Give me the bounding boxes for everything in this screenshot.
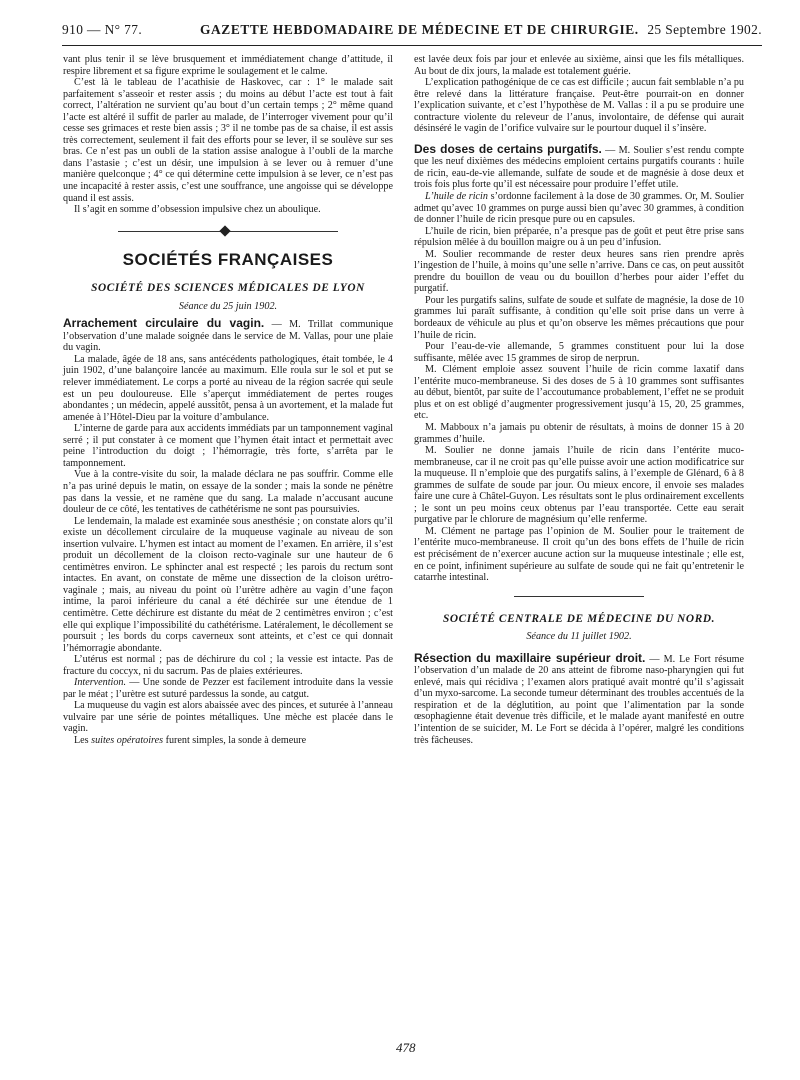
header-date: 25 Septembre 1902.	[647, 22, 762, 37]
italic-label: Intervention.	[74, 677, 127, 689]
paragraph: M. Mabboux n’a jamais pu obtenir de résultats, à moins de donner 15 à 20 grammes d’huile.	[414, 421, 744, 445]
ornamental-divider	[63, 222, 393, 242]
paragraph: M. Clément ne partage pas l’opinion de M. Soulier pour le traitement de l’entérite muco-membraneuse. Il croit qu’un des bons effets de l’huile de ricin est précisément de n’exercer aucune action sur la muqueuse intestinale ; elle est, en ce point, infiniment supérieure au sulfate de soude qui ne fait qu’entretenir le catarrhe intestinal.	[414, 525, 744, 584]
paragraph	[63, 735, 393, 747]
section-title: SOCIÉTÉS FRANÇAISES	[122, 249, 334, 269]
article-paragraph	[414, 141, 745, 191]
paragraph: Le lendemain, la malade est examinée sous anesthésie ; on constate alors qu’il existe un décollement circulaire de la muqueuse vaginale au niveau de son insertion vulvaire. L’hymen est intact au moment de l’examen. En arrière, il s’est produit un décollement de la cloison recto-vaginale sur une hauteur de 6 centimètres environ. Le sphincter anal est respecté ; les parois du rectum sont intactes. En avant, on constate de même une dissection de la cloison urétro-vaginale ; mais, au niveau du point où l’urètre adhère au vagin d’une façon intime, la paroi inférieure du canal a été déchirée sur une étendue de 1 centimètre. Cette déchirure est distante du méat de 2 centimètres environ ; c’est elle qui explique l’impossibilité du cathétérisme. Latéralement, le décollement se poursuit ; les bords du corps caverneux sont atteints, et c’est ce qui donnait l’hémorragie abondante.	[63, 515, 393, 654]
article-title: Des doses de certains purgatifs.	[414, 141, 602, 156]
italic-label: suites opératoires	[91, 734, 164, 746]
paragraph-text: s’ordonne facilement à la dose de 30 grammes. Or, M. Soulier admet qu’avec 10 grammes on purge aussi bien qu’avec 30 grammes, à condition de donner l’huile de ricin presque pure ou en capsules.	[414, 191, 744, 226]
paragraph: M. Soulier ne donne jamais l’huile de ricin dans l’entérite muco-membraneuse, car il ne croit pas qu’elle puisse avoir une action modificatrice sur la muqueuse. Il n’emploie que des purgatifs salins, à l’exemple de Glénard, 6 à 8 grammes de sulfate de soude par jour. Ou mieux encore, il envoie ses malades faire une cure à Châtel-Guyon. Les résultats sont le plus ordinairement excellents ; le sont un peu moins ceux obtenus par l’eau transportée. Cette eau serait purgative par le chlorure de magnésium qu’elle renferme.	[414, 445, 744, 526]
article-paragraph	[63, 318, 393, 354]
page-number: 478	[396, 1040, 416, 1055]
paragraph: M. Clément emploie assez souvent l’huile de ricin comme laxatif dans l’entérite muco-membraneuse. Si des doses de 5 à 10 grammes sont suffisantes au début, bientôt, par suite de l’accoutumance probablement, l’effet ne se produit plus et on est obligé d’augmenter progressivement jusqu’à 15, 20, 25 grammes, etc.	[414, 364, 744, 422]
article-paragraph	[414, 650, 744, 746]
paragraph: L’explication pathogénique de ce cas est difficile ; aucun fait semblable n’a pu être relevé dans la littérature française. Peut-être pourrait-on en donner l’explication suivante, et c’est l’hypothèse de M. Vallas : il a pu se produire une contracture violente du releveur de l’anus, involontaire, de défense qui aurait désinséré le vagin de l’orifice vulvaire sur le pourtour duquel il s’insère.	[414, 77, 744, 135]
header-rule	[62, 45, 762, 46]
page-header	[62, 18, 762, 40]
paragraph-text: — Une sonde de Pezzer est facilement introduite dans la vessie par le méat ; l’urètre est suturé pardessus la sonde, au catgut.	[63, 677, 393, 700]
paragraph: L’utérus est normal ; pas de déchirure du col ; la vessie est intacte. Pas de fracture du coccyx, ni du sacrum. Pas de plaies extérieures.	[63, 654, 393, 677]
diamond-ornament-icon	[219, 225, 230, 236]
paragraph-text: Les	[74, 734, 92, 746]
header-issue: 910 — N° 77.	[62, 22, 143, 37]
article-title: Arrachement circulaire du vagin.	[63, 316, 265, 331]
paragraph: Pour les purgatifs salins, sulfate de soude et sulfate de magnésie, la dose de 10 grammes lui paraît suffisante, à condition qu’elle soit prise dans un verre à bordeaux de véhicule au plus et qu’on observe les mêmes précautions que pour l’huile de ricin.	[414, 294, 744, 341]
paragraph: Il s’agit en somme d’obsession impulsive chez un aboulique.	[74, 204, 321, 216]
paragraph: M. Soulier recommande de rester deux heures sans rien prendre après l’ingestion de l’huile, à moins qu’une selle n’arrive. Dans ce cas, on peut aussitôt prendre du bouillon de veau ou du bouillon d’herbes pour aider l’effet du purgatif.	[414, 248, 744, 295]
paragraph: La muqueuse du vagin est alors abaissée avec des pinces, et suturée à l’anneau vulvaire par une série de pointes métalliques. Une mèche est placée dans le vagin.	[63, 700, 393, 735]
article-title: Résection du maxillaire supérieur droit.	[414, 650, 646, 665]
paragraph: L’huile de ricin, bien préparée, n’a presque pas de goût et peut être prise sans répulsion mêlée à du bouillon maigre ou à un peu d’infusion.	[414, 225, 744, 249]
article-intro: — M. Le Fort résume l’observation d’un malade de 20 ans atteint de fibrome naso-pharyngien qui fut enlevé, mais qui récidiva ; l’examen alors pratiqué avait montré qu’il s’agissait d’un myxo-sarcome. La seconde tumeur déterminant des troubles accentués de la respiration et de la déglutition, au point que l’alimentation par la sonde œsophagienne était devenue très difficile, et le malade ayant manifesté en outre l’intention de se suicider, M. Le Fort se décida à l’opérer, malgré les conditions très fâcheuses.	[414, 653, 744, 746]
header-journal-title: GAZETTE HEBDOMADAIRE DE MÉDECINE ET DE CHIRURGIE.	[200, 22, 639, 37]
paragraph: Pour l’eau-de-vie allemande, 5 grammes constituent pour lui la dose suffisante, mêlée avec 15 grammes de sirop de nerprun.	[414, 341, 744, 364]
paragraph-text: furent simples, la sonde à demeure	[163, 734, 307, 746]
paragraph	[414, 191, 744, 226]
section-divider	[514, 596, 644, 598]
italic-label: L’huile de ricin	[425, 191, 488, 203]
paragraph: La malade, âgée de 18 ans, sans antécédents pathologiques, était tombée, le 4 juin 1902, d’une balançoire lancée au maximum. Elle roula sur le sol et put se relever immédiatement. Le corps a porté au niveau de la région sacrée qui seule est un peu douloureuse. Elle s’aperçut immédiatement de pertes rouges abondantes ; un médecin, appelé aussitôt, pensa à un avortement, et la malade fut amenée à l’Hôtel-Dieu par la voiture d’ambulance.	[63, 353, 393, 423]
session-date: Séance du 11 juillet 1902.	[526, 631, 632, 643]
society-heading: SOCIÉTÉ CENTRALE DE MÉDECINE DU NORD.	[442, 612, 716, 625]
session-date: Séance du 25 juin 1902.	[178, 300, 278, 312]
paragraph: C’est là le tableau de l’acathisie de Haskovec, car : 1° le malade sait parfaitement s’asseoir et rester assis ; du moins au début l’acte est tout à fait correct, l’altération ne survient qu’au bout d’un certain temps ; 2° même quand l’acte est altéré il suffit de parler au malade, de l’interroger vivement pour qu’il cesse ses grimaces et reste bien assis ; 3° il ne tombe pas de sa chaise, il est assis très correctement, seulement il fait des efforts pour se lever, il se soulève sur ses bras. Ce n’est pas un oubli de la station assise analogue à l’oubli de la marche dans l’astasie ; c’est un désir, une impulsion à se lever ou à remuer d’une manière quelconque ; 4° ce qui détermine cette impulsion à se lever, ce n’est pas une incapacité à rester assis, c’est une souffrance, une angoisse qui se développe quand il est assis.	[63, 77, 393, 204]
article-intro: — M. Trillat communique l’observation d’une malade soignée dans le service de M. Vallas, pour une plaie du vagin.	[63, 319, 394, 354]
society-heading: SOCIÉTÉ DES SCIENCES MÉDICALES DE LYON	[91, 282, 365, 295]
paragraph: L’interne de garde para aux accidents immédiats par un tamponnement vaginal serré ; il put constater à ce moment que l’hymen était intact et permettait avec peine l’introduction du doigt ; l’hémorragie, très forte, s’arrêta par le tamponnement.	[63, 423, 394, 469]
left-column	[63, 54, 393, 747]
paragraph	[63, 677, 393, 700]
article-intro: — M. Soulier s’est rendu compte que les neuf dixièmes des médecins emploient certains purgatifs courants : huile de ricin, eau-de-vie allemande, sulfate de soude et de magnésie à dose deux et trois fois plus forte qu’il est nécessaire pour produire l’effet utile.	[414, 144, 745, 191]
paragraph: est lavée deux fois par jour et enlevée au sixième, ainsi que les fils métalliques. Au bout de dix jours, la malade est totalement guérie.	[414, 54, 744, 77]
right-column	[414, 54, 744, 746]
paragraph: vant plus tenir il se lève brusquement et immédiatement change d’attitude, il respire librement et sa figure exprime le soulagement et le calme.	[63, 54, 393, 77]
paragraph: Vue à la contre-visite du soir, la malade déclara ne pas souffrir. Comme elle n’a pas uriné depuis le matin, on essaye de la sonder ; mais la sonde ne pénètre pas dans la vessie, et ne ramène que du sang. La malade n’accusant aucune douleur de ce côté, les tentatives de cathétérisme ne sont pas poursuivies.	[63, 469, 393, 516]
